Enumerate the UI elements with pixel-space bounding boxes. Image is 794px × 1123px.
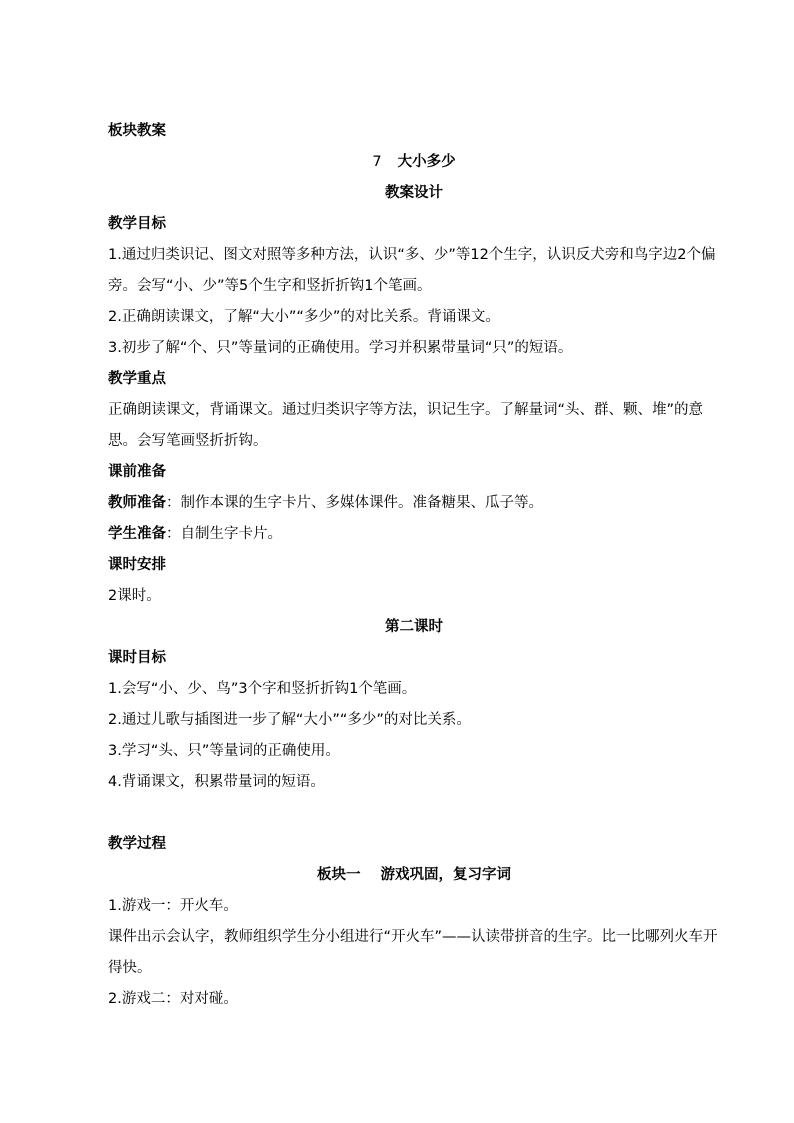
lesson-number: 7 — [372, 154, 382, 170]
spacer — [108, 798, 720, 829]
game-one-description: 课件出示会认字，教师组织学生分小组进行“开火车”——认读带拼音的生字。比一比哪列火车开得快。 — [108, 929, 718, 976]
document-page — [108, 116, 720, 1015]
document-header: 板块教案 — [108, 123, 166, 139]
block-one-name: 游戏巩固，复习字词 — [380, 867, 511, 883]
schedule-text: 2课时。 — [108, 588, 161, 604]
lesson-goal-item: 1.会写“小、少、鸟”3个字和竖折折钩1个笔画。 — [108, 681, 417, 697]
teacher-preparation-label: 教师准备 — [108, 495, 166, 511]
lesson-name: 大小多少 — [397, 154, 456, 170]
student-preparation-text: ：自制生字卡片。 — [166, 526, 282, 542]
lesson-goals-heading: 课时目标 — [108, 650, 166, 666]
objectives-heading: 教学目标 — [108, 216, 166, 232]
block-one-label: 板块一 — [317, 867, 361, 883]
key-points-text: 正确朗读课文，背诵课文。通过归类识字等方法，识记生字。了解量词“头、群、颗、堆”的意思。会写笔画竖折折钩。 — [108, 402, 704, 449]
schedule-heading: 课时安排 — [108, 557, 166, 573]
objective-item: 2.正确朗读课文，了解“大小”“多少”的对比关系。背诵课文。 — [108, 309, 500, 325]
student-preparation-label: 学生准备 — [108, 526, 166, 542]
process-heading: 教学过程 — [108, 836, 166, 852]
objective-item: 1.通过归类识记、图文对照等多种方法，认识“多、少”等12个生字，认识反犬旁和鸟字边2个偏旁。会写“小、少”等5个生字和竖折折钩1个笔画。 — [108, 247, 716, 294]
key-points-heading: 教学重点 — [108, 371, 166, 387]
lesson-goal-item: 2.通过儿歌与插图进一步了解“大小”“多少”的对比关系。 — [108, 712, 471, 728]
preparation-heading: 课前准备 — [108, 464, 166, 480]
objective-item: 3.初步了解“个、只”等量词的正确使用。学习并积累带量词“只”的短语。 — [108, 340, 573, 356]
lesson-goal-item: 4.背诵课文，积累带量词的短语。 — [108, 774, 325, 790]
lesson-title — [108, 147, 720, 178]
game-one: 1.游戏一：开火车。 — [108, 898, 238, 914]
student-preparation — [108, 519, 720, 550]
design-title: 教案设计 — [385, 185, 443, 201]
block-one-title — [108, 860, 720, 891]
teacher-preparation — [108, 488, 720, 519]
teacher-preparation-text: ：制作本课的生字卡片、多媒体课件。准备糖果、瓜子等。 — [166, 495, 543, 511]
lesson-goal-item: 3.学习“头、只”等量词的正确使用。 — [108, 743, 340, 759]
game-two: 2.游戏二：对对碰。 — [108, 991, 238, 1007]
second-lesson-heading: 第二课时 — [385, 619, 443, 635]
